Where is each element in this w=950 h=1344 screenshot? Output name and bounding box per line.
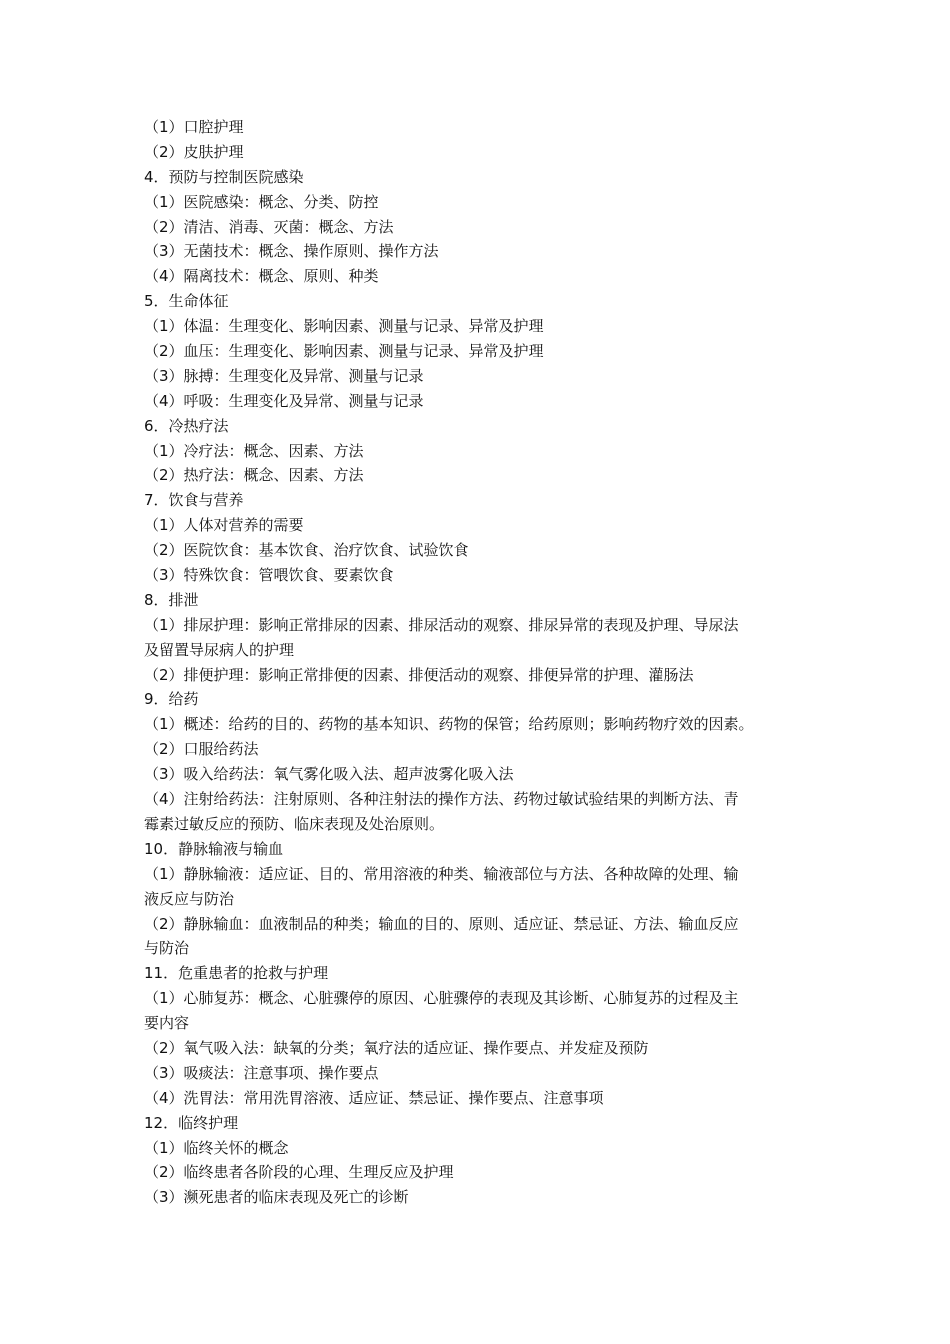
list-item: （4）呼吸：生理变化及异常、测量与记录	[144, 391, 424, 410]
list-item: （4）隔离技术：概念、原则、种类	[144, 267, 379, 286]
list-item: 霉素过敏反应的预防、临床表现及处治原则。	[144, 814, 445, 833]
list-item: （3）脉搏：生理变化及异常、测量与记录	[144, 366, 424, 385]
list-item: （1）口腔护理	[144, 118, 244, 136]
list-item: （4）注射给药法：注射原则、各种注射法的操作方法、药物过敏试验结果的判断方法、青	[144, 790, 739, 809]
section-heading: 4．预防与控制医院感染	[144, 167, 304, 186]
list-item: （3）特殊饮食：管喂饮食、要素饮食	[144, 566, 394, 585]
list-item: （1）心肺复苏：概念、心脏骤停的原因、心脏骤停的表现及其诊断、心肺复苏的过程及主	[144, 989, 739, 1008]
list-item: 液反应与防治	[144, 889, 235, 908]
list-item: （2）口服给药法	[144, 740, 259, 759]
section-heading: 6．冷热疗法	[144, 416, 229, 435]
list-item: （1）医院感染：概念、分类、防控	[144, 192, 379, 211]
list-item: （1）排尿护理：影响正常排尿的因素、排尿活动的观察、排尿异常的表现及护理、导尿法	[144, 615, 739, 634]
list-item: （2）氧气吸入法：缺氧的分类；氧疗法的适应证、操作要点、并发症及预防	[144, 1038, 649, 1057]
list-item: （3）吸痰法：注意事项、操作要点	[144, 1063, 379, 1082]
list-item: （4）洗胃法：常用洗胃溶液、适应证、禁忌证、操作要点、注意事项	[144, 1088, 604, 1107]
list-item: 与防治	[144, 939, 190, 958]
list-item: （2）医院饮食：基本饮食、治疗饮食、试验饮食	[144, 541, 469, 560]
section-heading: 9．给药	[144, 690, 199, 709]
section-heading: 10．静脉输液与输血	[144, 839, 284, 858]
list-item: （3）濒死患者的临床表现及死亡的诊断	[144, 1188, 409, 1207]
section-heading: 5．生命体征	[144, 292, 229, 311]
document-page	[144, 115, 810, 1210]
list-item: （2）皮肤护理	[144, 142, 244, 161]
list-item: 要内容	[144, 1014, 190, 1033]
list-item: （1）体温：生理变化、影响因素、测量与记录、异常及护理	[144, 317, 544, 336]
list-item: （1）人体对营养的需要	[144, 516, 304, 535]
list-item: （2）静脉输血：血液制品的种类；输血的目的、原则、适应证、禁忌证、方法、输血反应	[144, 914, 739, 933]
list-item: （3）吸入给药法：氧气雾化吸入法、超声波雾化吸入法	[144, 765, 514, 784]
list-item: （1）冷疗法：概念、因素、方法	[144, 441, 364, 460]
list-item: （2）排便护理：影响正常排便的因素、排便活动的观察、排便异常的护理、灌肠法	[144, 665, 694, 684]
list-item: （2）热疗法：概念、因素、方法	[144, 466, 364, 485]
list-item: （1）静脉输液：适应证、目的、常用溶液的种类、输液部位与方法、各种故障的处理、输	[144, 864, 739, 883]
list-item: 及留置导尿病人的护理	[144, 640, 295, 659]
list-item: （1）临终关怀的概念	[144, 1138, 289, 1157]
section-heading: 12．临终护理	[144, 1113, 239, 1132]
section-heading: 8．排泄	[144, 590, 199, 609]
list-item: （1）概述：给药的目的、药物的基本知识、药物的保管；给药原则；影响药物疗效的因素。	[144, 715, 754, 734]
list-item: （2）血压：生理变化、影响因素、测量与记录、异常及护理	[144, 342, 544, 361]
list-item: （3）无菌技术：概念、操作原则、操作方法	[144, 242, 439, 261]
list-item: （2）清洁、消毒、灭菌：概念、方法	[144, 217, 394, 236]
section-heading: 11．危重患者的抢救与护理	[144, 964, 329, 983]
list-item: （2）临终患者各阶段的心理、生理反应及护理	[144, 1163, 454, 1182]
section-heading: 7．饮食与营养	[144, 491, 244, 510]
